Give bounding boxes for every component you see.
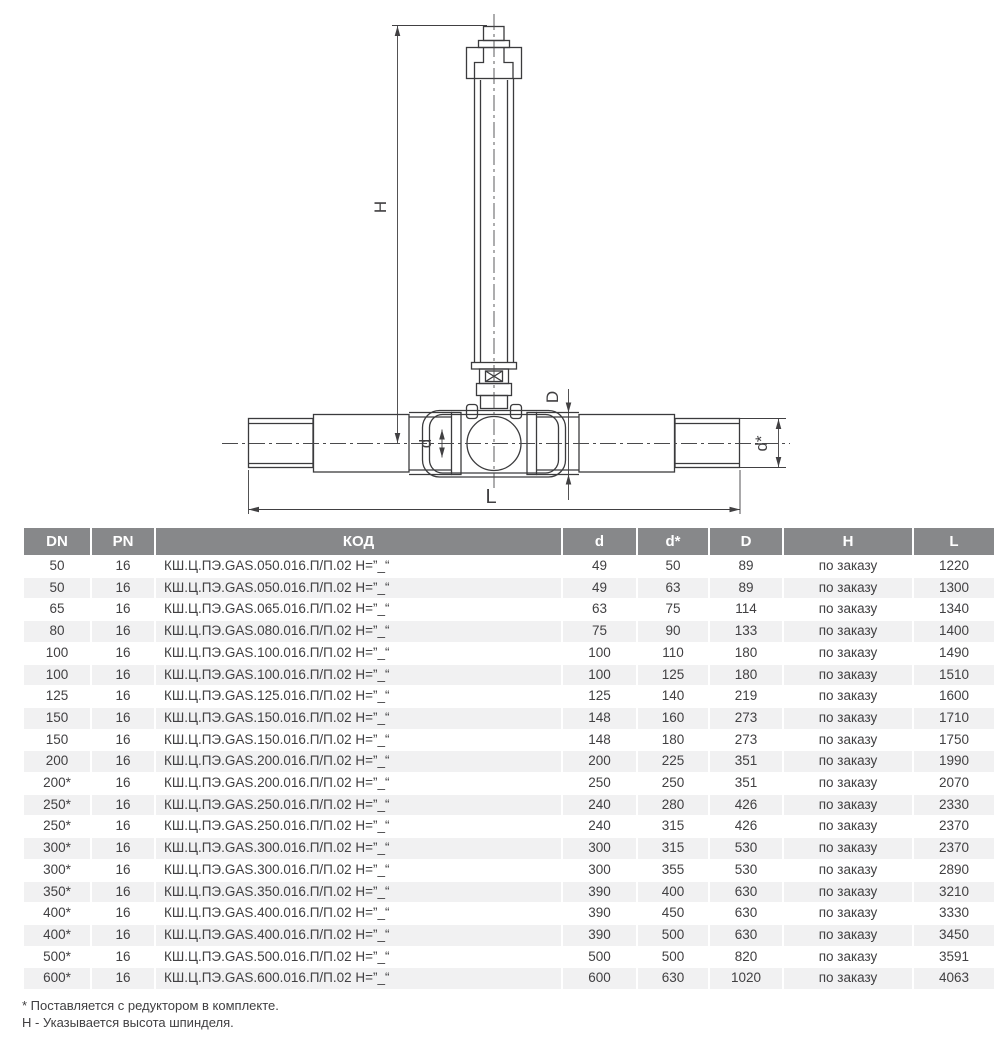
cell-code: КШ.Ц.ПЭ.GAS.300.016.П/П.02 Н=”_“ (156, 838, 561, 859)
cell-dn: 125 (45, 688, 69, 704)
cell-code: КШ.Ц.ПЭ.GAS.150.016.П/П.02 Н=”_“ (156, 708, 561, 729)
table-row (24, 795, 994, 816)
cell-l: 1490 (938, 644, 970, 660)
cell-D: 351 (710, 751, 782, 772)
cell-dn: 150 (24, 708, 90, 729)
cell-pn: 16 (115, 601, 131, 617)
cell-h: по заказу (818, 731, 878, 747)
cell-l: 1990 (914, 751, 994, 772)
cell-h: по заказу (818, 948, 878, 964)
cell-d: 125 (588, 688, 611, 704)
cell-l: 3450 (914, 925, 994, 946)
cell-d-star: 500 (661, 948, 685, 964)
cell-code: КШ.Ц.ПЭ.GAS.400.016.П/П.02 Н=”_“ (164, 905, 390, 921)
table-row (24, 947, 994, 968)
cell-d-star: 110 (662, 644, 684, 660)
cell-D: 273 (734, 731, 758, 747)
cell-pn: 16 (115, 905, 131, 921)
dim-label-outer-diameter: D (543, 390, 562, 404)
cell-d: 49 (563, 578, 636, 599)
table-row (24, 968, 994, 989)
table-row (24, 860, 994, 881)
table-row (24, 665, 994, 686)
cell-pn: 16 (92, 882, 154, 903)
cell-d: 390 (588, 905, 611, 921)
cell-pn: 16 (115, 558, 131, 573)
cell-D: 530 (710, 838, 782, 859)
cell-pn: 16 (92, 665, 154, 686)
cell-dn: 400* (43, 905, 71, 921)
cell-D: 89 (738, 558, 754, 573)
cell-l: 2330 (914, 795, 994, 816)
cell-l: 1600 (938, 688, 970, 704)
cell-d-star: 315 (638, 838, 708, 859)
right-body-ear (511, 405, 522, 419)
cell-d-star: 160 (638, 708, 708, 729)
cell-d-star: 63 (638, 578, 708, 599)
cell-D: 180 (710, 665, 782, 686)
cell-D: 351 (734, 775, 758, 791)
cell-d: 500 (588, 948, 611, 964)
cell-l: 1340 (938, 601, 970, 617)
cell-code: КШ.Ц.ПЭ.GAS.065.016.П/П.02 Н=”_“ (164, 601, 390, 617)
cell-D: 426 (710, 795, 782, 816)
cell-d: 100 (563, 665, 636, 686)
table-row (24, 599, 994, 620)
cell-d: 250 (588, 775, 611, 791)
table-row (24, 925, 994, 946)
dim-label-length: L (485, 486, 497, 508)
cell-dn: 100 (45, 644, 69, 660)
cell-h: по заказу (818, 558, 878, 573)
dimension-arrowheads (249, 26, 782, 512)
col-header-D: D (710, 528, 782, 555)
cell-d: 148 (588, 731, 611, 747)
cell-l: 1750 (938, 731, 970, 747)
cell-dn: 65 (49, 601, 65, 617)
cell-code: КШ.Ц.ПЭ.GAS.400.016.П/П.02 Н=”_“ (156, 925, 561, 946)
cell-d-star: 355 (661, 861, 685, 877)
cell-code: КШ.Ц.ПЭ.GAS.150.016.П/П.02 Н=”_“ (164, 731, 390, 747)
valve-drawing-svg (0, 0, 1000, 527)
cell-d-star: 125 (638, 665, 708, 686)
left-pe-pipe (249, 419, 314, 468)
cell-code: КШ.Ц.ПЭ.GAS.200.016.П/П.02 Н=”_“ (164, 775, 390, 791)
cell-pn: 16 (92, 838, 154, 859)
cell-d: 600 (563, 968, 636, 989)
cell-h: по заказу (818, 818, 878, 834)
cell-d-star: 225 (638, 751, 708, 772)
cell-d-star: 630 (638, 968, 708, 989)
cell-pn: 16 (92, 968, 154, 989)
cell-h: по заказу (818, 861, 878, 877)
cell-h: по заказу (784, 751, 912, 772)
col-header-d-star: d* (638, 528, 708, 555)
right-pe-pipe (675, 419, 740, 468)
cell-d-star: 450 (661, 905, 685, 921)
cell-pn: 16 (115, 688, 131, 704)
spec-table (22, 527, 996, 990)
cell-dn: 80 (24, 621, 90, 642)
cell-dn: 300* (24, 838, 90, 859)
cell-h: по заказу (818, 601, 878, 617)
cell-h: по заказу (784, 795, 912, 816)
dim-label-pe-diameter: d* (752, 435, 771, 452)
cell-dn: 400* (24, 925, 90, 946)
cell-pn: 16 (92, 751, 154, 772)
dimension-lines (249, 26, 787, 515)
cell-D: 530 (734, 861, 758, 877)
note-reducer: * Поставляется с редуктором в комплекте. (22, 998, 279, 1014)
cell-h: по заказу (818, 644, 878, 660)
cell-pn: 16 (92, 621, 154, 642)
cell-D: 426 (734, 818, 758, 834)
table-row (24, 730, 994, 751)
cell-code: КШ.Ц.ПЭ.GAS.100.016.П/П.02 Н=”_“ (156, 665, 561, 686)
cell-pn: 16 (92, 925, 154, 946)
cell-D: 630 (734, 905, 758, 921)
cell-l: 2370 (914, 838, 994, 859)
cell-code: КШ.Ц.ПЭ.GAS.125.016.П/П.02 Н=”_“ (164, 688, 390, 704)
cell-pn: 16 (115, 818, 131, 834)
cell-dn: 200 (24, 751, 90, 772)
cell-D: 180 (734, 644, 758, 660)
cell-D: 219 (734, 688, 758, 704)
cell-pn: 16 (115, 731, 131, 747)
cell-D: 114 (735, 601, 757, 617)
cell-d: 49 (591, 558, 608, 573)
cell-d: 148 (563, 708, 636, 729)
cell-d: 240 (563, 795, 636, 816)
cell-D: 133 (710, 621, 782, 642)
cell-D: 89 (710, 578, 782, 599)
cell-l: 1400 (914, 621, 994, 642)
cell-d: 63 (591, 601, 608, 617)
valve-drawing (0, 0, 1000, 527)
cell-d-star: 180 (661, 731, 685, 747)
col-header-dn: DN (24, 528, 90, 555)
cell-dn: 300* (43, 861, 71, 877)
table-row (24, 751, 994, 772)
cell-l: 1220 (938, 558, 970, 573)
table-row (24, 816, 994, 837)
cell-D: 630 (710, 882, 782, 903)
cell-d: 75 (563, 621, 636, 642)
centerlines (222, 14, 790, 488)
cell-d-star: 315 (661, 818, 685, 834)
cell-l: 1510 (914, 665, 994, 686)
cell-code: КШ.Ц.ПЭ.GAS.600.016.П/П.02 Н=”_“ (156, 968, 561, 989)
cell-D: 273 (710, 708, 782, 729)
col-header-d: d (563, 528, 636, 555)
table-row (24, 903, 994, 924)
table-row (24, 643, 994, 664)
cell-l: 1300 (914, 578, 994, 599)
cell-d: 300 (588, 861, 611, 877)
cell-dn: 600* (24, 968, 90, 989)
col-header-code: КОД (156, 528, 561, 555)
cell-code: КШ.Ц.ПЭ.GAS.300.016.П/П.02 Н=”_“ (164, 861, 390, 877)
cell-pn: 16 (115, 644, 131, 660)
cell-d-star: 140 (661, 688, 685, 704)
cell-code: КШ.Ц.ПЭ.GAS.200.016.П/П.02 Н=”_“ (156, 751, 561, 772)
cell-h: по заказу (784, 665, 912, 686)
table-row (24, 773, 994, 794)
cell-D: 820 (734, 948, 758, 964)
table-row (24, 686, 994, 707)
table-row (24, 578, 994, 599)
cell-h: по заказу (784, 838, 912, 859)
cell-pn: 16 (92, 578, 154, 599)
cell-h: по заказу (818, 688, 878, 704)
cell-h: по заказу (818, 905, 878, 921)
cell-dn: 500* (43, 948, 71, 964)
cell-code: КШ.Ц.ПЭ.GAS.250.016.П/П.02 Н=”_“ (156, 795, 561, 816)
dim-label-height: H (371, 200, 390, 214)
cell-pn: 16 (92, 708, 154, 729)
table-row (24, 838, 994, 859)
spec-table-container (0, 527, 1000, 990)
cell-l: 3591 (938, 948, 970, 964)
cell-d-star: 90 (638, 621, 708, 642)
cell-l: 4063 (914, 968, 994, 989)
cell-code: КШ.Ц.ПЭ.GAS.250.016.П/П.02 Н=”_“ (164, 818, 390, 834)
cell-l: 3210 (914, 882, 994, 903)
cell-d: 390 (563, 925, 636, 946)
cell-dn: 50 (49, 558, 65, 573)
cell-d: 300 (563, 838, 636, 859)
cell-code: КШ.Ц.ПЭ.GAS.100.016.П/П.02 Н=”_“ (164, 644, 390, 660)
cell-l: 2070 (938, 775, 970, 791)
cell-dn: 250* (43, 818, 71, 834)
col-header-l: L (914, 528, 994, 555)
cell-dn: 250* (24, 795, 90, 816)
cell-d-star: 400 (638, 882, 708, 903)
cell-dn: 100 (24, 665, 90, 686)
cell-h: по заказу (784, 621, 912, 642)
cell-h: по заказу (784, 882, 912, 903)
cell-d-star: 50 (665, 558, 681, 573)
cell-l: 2890 (938, 861, 970, 877)
cell-dn: 150 (45, 731, 69, 747)
cell-h: по заказу (784, 925, 912, 946)
cell-code: КШ.Ц.ПЭ.GAS.050.016.П/П.02 Н=”_“ (164, 558, 390, 573)
cell-h: по заказу (784, 578, 912, 599)
cell-d: 100 (588, 644, 611, 660)
table-row (24, 556, 994, 577)
cell-d: 390 (563, 882, 636, 903)
cell-D: 630 (710, 925, 782, 946)
left-body-ear (467, 405, 478, 419)
table-header-row (24, 528, 994, 555)
cell-pn: 16 (115, 775, 131, 791)
cell-pn: 16 (92, 795, 154, 816)
cell-d-star: 75 (665, 601, 681, 617)
cell-d-star: 500 (638, 925, 708, 946)
cell-code: КШ.Ц.ПЭ.GAS.500.016.П/П.02 Н=”_“ (164, 948, 390, 964)
cell-l: 3330 (938, 905, 970, 921)
cell-d: 200 (563, 751, 636, 772)
cell-dn: 200* (43, 775, 71, 791)
cell-pn: 16 (115, 948, 131, 964)
col-header-h: H (784, 528, 912, 555)
cell-code: КШ.Ц.ПЭ.GAS.350.016.П/П.02 Н=”_“ (156, 882, 561, 903)
cell-pn: 16 (115, 861, 131, 877)
dim-label-bore: d (416, 438, 435, 449)
footnotes (0, 990, 1000, 1031)
cell-d-star: 280 (638, 795, 708, 816)
table-row (24, 882, 994, 903)
cell-d-star: 250 (661, 775, 685, 791)
cell-dn: 350* (24, 882, 90, 903)
col-header-pn: PN (92, 528, 154, 555)
cell-h: по заказу (784, 708, 912, 729)
table-row (24, 621, 994, 642)
cell-d: 240 (588, 818, 611, 834)
cell-dn: 50 (24, 578, 90, 599)
cell-code: КШ.Ц.ПЭ.GAS.050.016.П/П.02 Н=”_“ (156, 578, 561, 599)
cell-h: по заказу (818, 775, 878, 791)
cell-h: по заказу (784, 968, 912, 989)
table-row (24, 708, 994, 729)
note-spindle-height: H - Указывается высота шпинделя. (22, 1015, 234, 1031)
cell-l: 2370 (938, 818, 970, 834)
cell-l: 1710 (914, 708, 994, 729)
cell-D: 1020 (710, 968, 782, 989)
table-body (24, 556, 994, 989)
cell-code: КШ.Ц.ПЭ.GAS.080.016.П/П.02 Н=”_“ (156, 621, 561, 642)
